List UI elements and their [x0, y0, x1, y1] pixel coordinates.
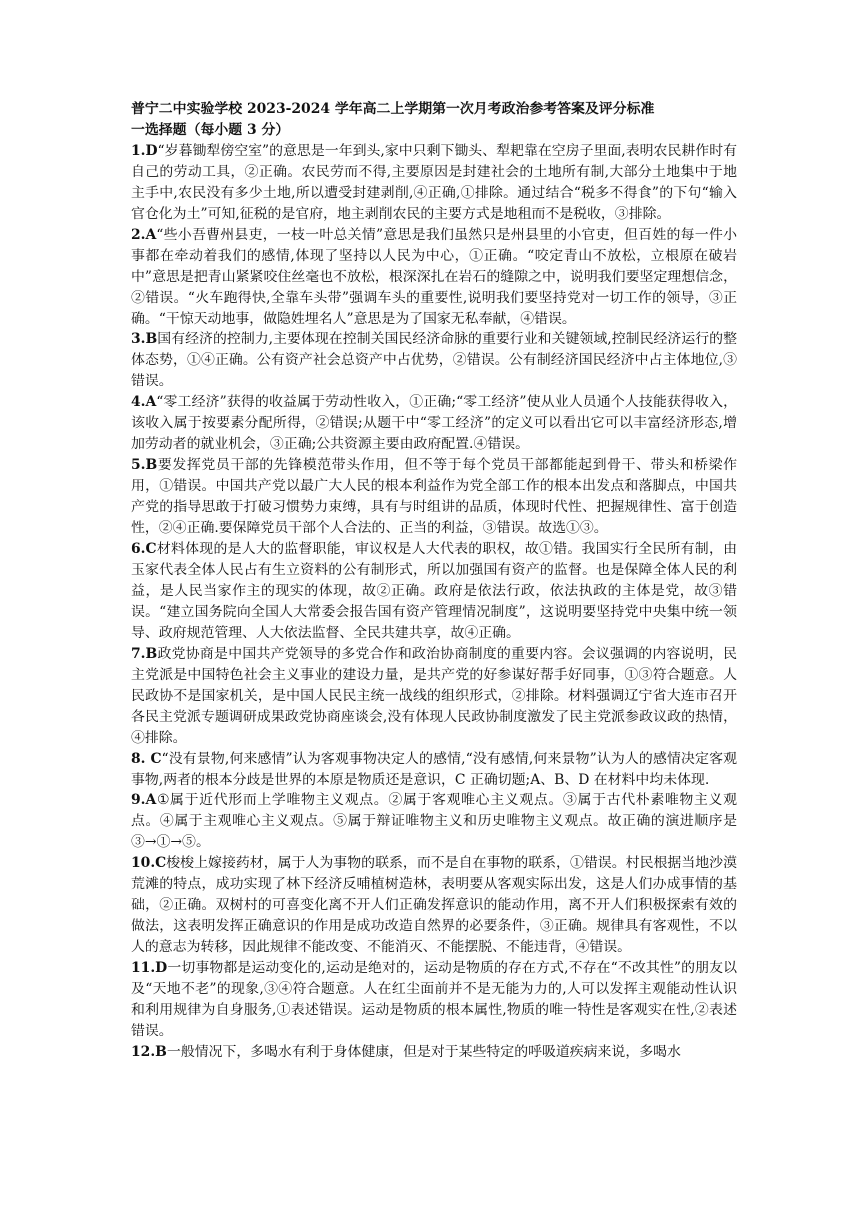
answer-number: 1.D — [131, 142, 158, 159]
answer-item — [131, 853, 737, 958]
document-title: 普宁二中实验学校 2023-2024 学年高二上学期第一次月考政治参考答案及评分标准 — [131, 101, 655, 117]
answer-item — [131, 749, 737, 791]
answer-item — [131, 958, 737, 1042]
answer-item — [131, 392, 737, 455]
answer-explanation: “没有景物,何来感情”认为客观事物决定人的感情,“没有感情,何来景物”认为人的感情决定客观事物,两者的根本分歧是世界的本原是物质还是意识，C 正确切题;A、B、D 在材料中均未体现. — [131, 750, 737, 788]
answer-number: 10.C — [131, 855, 167, 872]
answer-number: 11.D — [131, 960, 168, 977]
answer-item — [131, 539, 737, 644]
answer-number: 5.B — [131, 457, 158, 474]
answer-explanation: 一般情况下，多喝水有利于身体健康，但是对于某些特定的呼吸道疾病来说，多喝水 — [166, 1043, 681, 1060]
answer-item — [131, 790, 737, 853]
answer-item — [131, 1042, 737, 1063]
answer-explanation: 梭梭上嫁接药材，属于人为事物的联系，而不是自在事物的联系，①错误。村民根据当地沙漠荒滩的特点，成功实现了林下经济反哺植树造林，表明要从客观实际出发，这是人们办成事情的基础，②正确。双树村的可喜变化离不开人们正确发挥意识的能动作用，离不开人们积极探索有效的做法，这表明发挥正确意识的作用是成功改造自然界的必要条件，③正确。规律具有客观性，不以人的意志为转移，因此规律不能改变、不能消灭、不能摆脱、不能违背，④错误。 — [131, 855, 737, 956]
answer-item — [131, 141, 737, 225]
answer-number: 2.A — [131, 226, 157, 243]
section-heading: 一选择题（每小题 3 分） — [131, 121, 290, 138]
answer-item — [131, 329, 737, 392]
answer-item — [131, 225, 737, 330]
answer-number: 6.C — [131, 541, 157, 558]
answer-number: 8. C — [131, 750, 162, 767]
answer-explanation: 政党协商是中国共产党领导的多党合作和政治协商制度的重要内容。会议强调的内容说明，民主党派是中国特色社会主义事业的建设力量，是共产党的好参谋好帮手好同事，①③符合题意。人民政协不是国家机关，是中国人民民主统一战线的组织形式，②排除。材料强调辽宁省大连市召开各民主党派专题调研成果政党协商座谈会,没有体现人民政协制度激发了民主党派参政议政的热情，④排除。 — [131, 645, 737, 746]
answer-explanation: 要发挥党员干部的先锋模范带头作用，但不等于每个党员干部都能起到骨干、带头和桥梁作用，①错误。中国共产党以最广大人民的根本利益作为党全部工作的根本出发点和落脚点，中国共产党的指导思敢于打破习惯势力束缚，具有与时组讲的品质，体现时代性、把握规律性、富于创造性，②④正确.要保障党员干部个人合法的、正当的利益，③错误。故选①③。 — [131, 457, 737, 537]
answer-explanation: “岁暮锄犁傍空室”的意思是一年到头,家中只剩下锄头、犁耙靠在空房子里面,表明农民耕作时有自己的劳动工具，②正确。农民劳而不得,主要原因是封建社会的土地所有制,大部分土地集中于地主手中,农民没有多少土地,所以遭受封建剥削,④正确,①排除。通过结合“税多不得食”的下句“输入官仓化为土”可知,征税的是官府，地主剥削农民的主要方式是地租而不是税收，③排除。 — [131, 142, 737, 222]
answer-explanation: “零工经济”获得的收益属于劳动性收入，①正确;“零工经济”使从业人员通个人技能获得收入，该收入属于按要素分配所得，②错误;从题干中“零工经济”的定义可以看出它可以丰富经济形态,增加劳动者的就业机会，③正确;公共资源主要由政府配置.④错误。 — [131, 394, 737, 453]
answer-item — [131, 455, 737, 539]
answer-explanation: “些小吾曹州县吏，一枝一叶总关情”意思是我们虽然只是州县里的小官吏，但百姓的每一件小事都在牵动着我们的感情,体现了坚持以人民为中心，①正确。“咬定青山不放松，立根原在破岩中”意思是把青山紧紧咬住丝毫也不放松，根深深扎在岩石的缝隙之中，说明我们要坚定理想信念，②错误。“火车跑得快,全靠车头带”强调车头的重要性,说明我们要坚持党对一切工作的领导，③正确。“干惊天动地事，做隐姓埋名人”意思是为了国家无私奉献，④错误。 — [131, 226, 737, 327]
answer-list — [131, 141, 737, 1063]
answer-explanation: 材料体现的是人大的监督职能，审议权是人大代表的职权，故①错。我国实行全民所有制，由玉家代表全体人民占有生立资料的公有制形式，所以加强国有资产的监督。也是保障全体人民的利益，是人民当家作主的现实的体现，故②正确。政府是依法行政，依法执政的主体是党，故③错误。“建立国务院向全国人大常委会报告国有资产管理情况制度”，这说明要坚持党中央集中统一领导、政府规范管理、人大依法监督、全民共建共享，故④正确。 — [131, 541, 737, 641]
answer-explanation: ①属于近代形而上学唯物主义观点。②属于客观唯心主义观点。③属于古代朴素唯物主义观点。④属于主观唯心主义观点。⑤属于辩证唯物主义和历史唯物主义观点。故正确的演进顺序是③→①→⑤。 — [131, 792, 737, 851]
answer-explanation: 国有经济的控制力,主要体现在控制关国民经济命脉的重要行业和关键领域,控制民经济运行的整体态势，①④正确。公有资产社会总资产中占优势，②错误。公有制经济国民经济中占主体地位,③错误。 — [131, 331, 737, 390]
document-page — [131, 99, 737, 1063]
answer-number: 9.A — [131, 792, 157, 809]
answer-explanation: 一切事物都是运动变化的,运动是绝对的，运动是物质的存在方式,不存在“不改其性”的朋友以及“天地不老”的现象,③④符合题意。人在红尘面前并不是无能为力的,人可以发挥主观能动性认识和利用规律为自身服务,①表述错误。运动是物质的根本属性,物质的唯一特性是客观实在性,②表述错误。 — [131, 960, 737, 1039]
answer-number: 4.A — [131, 394, 157, 411]
answer-number: 3.B — [131, 331, 158, 348]
answer-number: 12.B — [131, 1043, 167, 1060]
answer-item — [131, 644, 737, 749]
answer-number: 7.B — [131, 645, 158, 662]
